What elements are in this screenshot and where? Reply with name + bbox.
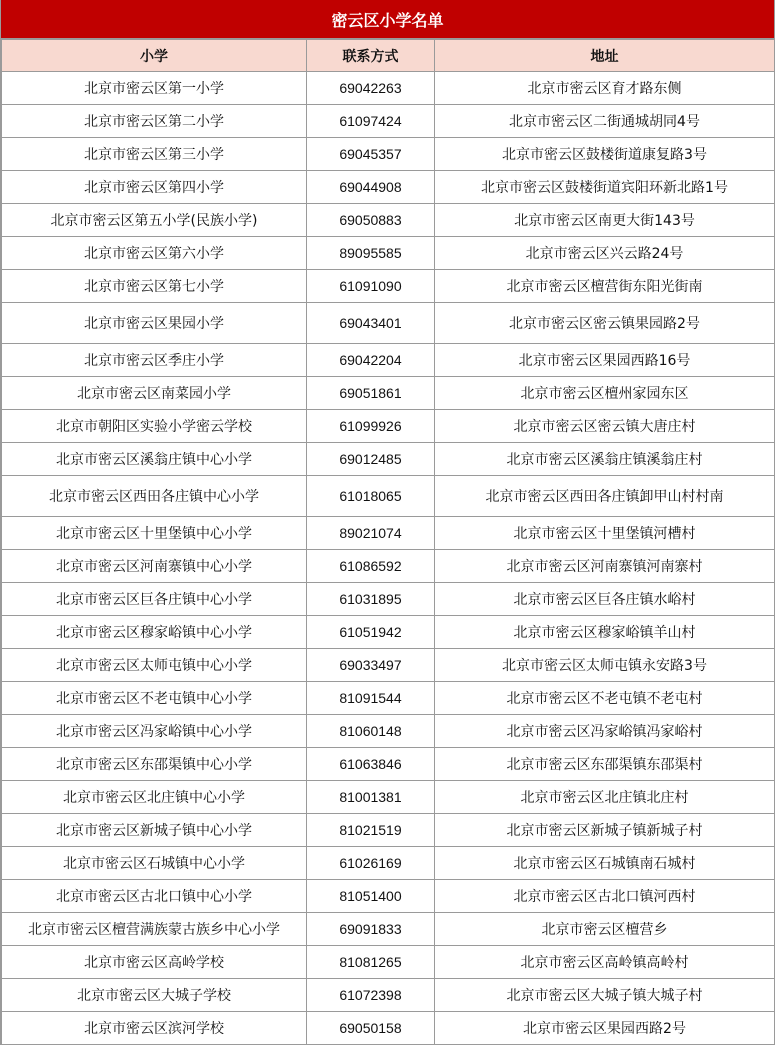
school-name-cell: 北京市密云区第六小学 xyxy=(2,237,307,270)
phone-cell: 89021074 xyxy=(307,517,435,550)
phone-cell: 69044908 xyxy=(307,171,435,204)
phone-cell: 81091544 xyxy=(307,682,435,715)
table-row xyxy=(2,237,775,270)
address-cell: 北京市密云区十里堡镇河槽村 xyxy=(435,517,775,550)
address-cell: 北京市密云区檀州家园东区 xyxy=(435,377,775,410)
table-row xyxy=(2,550,775,583)
table-row xyxy=(2,682,775,715)
school-name-cell: 北京市密云区高岭学校 xyxy=(2,946,307,979)
school-name-cell: 北京市密云区果园小学 xyxy=(2,303,307,344)
school-name-cell: 北京市密云区第五小学(民族小学) xyxy=(2,204,307,237)
address-cell: 北京市密云区密云镇大唐庄村 xyxy=(435,410,775,443)
phone-cell: 61099926 xyxy=(307,410,435,443)
address-cell: 北京市密云区南更大街143号 xyxy=(435,204,775,237)
phone-cell: 69050158 xyxy=(307,1012,435,1045)
table-row xyxy=(2,204,775,237)
address-cell: 北京市密云区太师屯镇永安路3号 xyxy=(435,649,775,682)
address-cell: 北京市密云区溪翁庄镇溪翁庄村 xyxy=(435,443,775,476)
phone-cell: 81060148 xyxy=(307,715,435,748)
school-name-cell: 北京市密云区不老屯镇中心小学 xyxy=(2,682,307,715)
phone-cell: 69012485 xyxy=(307,443,435,476)
phone-cell: 61026169 xyxy=(307,847,435,880)
school-name-cell: 北京市密云区古北口镇中心小学 xyxy=(2,880,307,913)
phone-cell: 81051400 xyxy=(307,880,435,913)
table-row xyxy=(2,171,775,204)
table-row xyxy=(2,583,775,616)
address-cell: 北京市密云区密云镇果园路2号 xyxy=(435,303,775,344)
table-row xyxy=(2,616,775,649)
phone-cell: 69045357 xyxy=(307,138,435,171)
table-row xyxy=(2,814,775,847)
phone-cell: 61018065 xyxy=(307,476,435,517)
school-name-cell: 北京市密云区第七小学 xyxy=(2,270,307,303)
school-name-cell: 北京市密云区第四小学 xyxy=(2,171,307,204)
phone-cell: 89095585 xyxy=(307,237,435,270)
school-name-cell: 北京市密云区石城镇中心小学 xyxy=(2,847,307,880)
table-row xyxy=(2,344,775,377)
address-cell: 北京市密云区大城子镇大城子村 xyxy=(435,979,775,1012)
table-row xyxy=(2,377,775,410)
school-name-cell: 北京市密云区溪翁庄镇中心小学 xyxy=(2,443,307,476)
table-row xyxy=(2,1012,775,1045)
table-row xyxy=(2,649,775,682)
table-row xyxy=(2,913,775,946)
table-row xyxy=(2,138,775,171)
table-row xyxy=(2,105,775,138)
table-row xyxy=(2,443,775,476)
address-cell: 北京市密云区穆家峪镇羊山村 xyxy=(435,616,775,649)
school-name-cell: 北京市密云区季庄小学 xyxy=(2,344,307,377)
phone-cell: 69051861 xyxy=(307,377,435,410)
phone-cell: 61086592 xyxy=(307,550,435,583)
phone-cell: 69050883 xyxy=(307,204,435,237)
table-row xyxy=(2,979,775,1012)
school-name-cell: 北京市密云区北庄镇中心小学 xyxy=(2,781,307,814)
school-name-cell: 北京市密云区太师屯镇中心小学 xyxy=(2,649,307,682)
phone-cell: 69091833 xyxy=(307,913,435,946)
phone-cell: 69043401 xyxy=(307,303,435,344)
phone-cell: 81021519 xyxy=(307,814,435,847)
address-cell: 北京市密云区新城子镇新城子村 xyxy=(435,814,775,847)
address-cell: 北京市密云区鼓楼街道康复路3号 xyxy=(435,138,775,171)
school-name-cell: 北京市密云区滨河学校 xyxy=(2,1012,307,1045)
table-row xyxy=(2,748,775,781)
school-name-cell: 北京市密云区南菜园小学 xyxy=(2,377,307,410)
school-name-cell: 北京市密云区十里堡镇中心小学 xyxy=(2,517,307,550)
column-header-address: 地址 xyxy=(435,40,775,72)
address-cell: 北京市密云区二街通城胡同4号 xyxy=(435,105,775,138)
address-cell: 北京市密云区西田各庄镇卸甲山村村南 xyxy=(435,476,775,517)
table-row xyxy=(2,270,775,303)
sheet-title: 密云区小学名单 xyxy=(1,0,774,39)
school-name-cell: 北京市密云区第三小学 xyxy=(2,138,307,171)
school-name-cell: 北京市密云区穆家峪镇中心小学 xyxy=(2,616,307,649)
school-name-cell: 北京市密云区东邵渠镇中心小学 xyxy=(2,748,307,781)
school-name-cell: 北京市密云区檀营满族蒙古族乡中心小学 xyxy=(2,913,307,946)
table-row xyxy=(2,72,775,105)
address-cell: 北京市密云区冯家峪镇冯家峪村 xyxy=(435,715,775,748)
phone-cell: 69033497 xyxy=(307,649,435,682)
school-name-cell: 北京市密云区冯家峪镇中心小学 xyxy=(2,715,307,748)
school-name-cell: 北京市密云区新城子镇中心小学 xyxy=(2,814,307,847)
address-cell: 北京市密云区育才路东侧 xyxy=(435,72,775,105)
table-row xyxy=(2,517,775,550)
phone-cell: 61051942 xyxy=(307,616,435,649)
table-row xyxy=(2,880,775,913)
phone-cell: 61031895 xyxy=(307,583,435,616)
address-cell: 北京市密云区果园西路2号 xyxy=(435,1012,775,1045)
address-cell: 北京市密云区巨各庄镇水峪村 xyxy=(435,583,775,616)
table-row xyxy=(2,476,775,517)
address-cell: 北京市密云区不老屯镇不老屯村 xyxy=(435,682,775,715)
school-table xyxy=(1,39,775,1045)
header-row xyxy=(2,40,775,72)
address-cell: 北京市密云区石城镇南石城村 xyxy=(435,847,775,880)
table-row xyxy=(2,847,775,880)
phone-cell: 69042204 xyxy=(307,344,435,377)
phone-cell: 81081265 xyxy=(307,946,435,979)
address-cell: 北京市密云区兴云路24号 xyxy=(435,237,775,270)
table-row xyxy=(2,946,775,979)
school-name-cell: 北京市密云区巨各庄镇中心小学 xyxy=(2,583,307,616)
address-cell: 北京市密云区东邵渠镇东邵渠村 xyxy=(435,748,775,781)
address-cell: 北京市密云区河南寨镇河南寨村 xyxy=(435,550,775,583)
address-cell: 北京市密云区果园西路16号 xyxy=(435,344,775,377)
school-name-cell: 北京市密云区西田各庄镇中心小学 xyxy=(2,476,307,517)
column-header-school: 小学 xyxy=(2,40,307,72)
address-cell: 北京市密云区檀营乡 xyxy=(435,913,775,946)
phone-cell: 61072398 xyxy=(307,979,435,1012)
school-name-cell: 北京市朝阳区实验小学密云学校 xyxy=(2,410,307,443)
phone-cell: 69042263 xyxy=(307,72,435,105)
table-row xyxy=(2,410,775,443)
table-row xyxy=(2,715,775,748)
address-cell: 北京市密云区古北口镇河西村 xyxy=(435,880,775,913)
school-name-cell: 北京市密云区第二小学 xyxy=(2,105,307,138)
phone-cell: 61091090 xyxy=(307,270,435,303)
address-cell: 北京市密云区鼓楼街道宾阳环新北路1号 xyxy=(435,171,775,204)
column-header-contact: 联系方式 xyxy=(307,40,435,72)
phone-cell: 61097424 xyxy=(307,105,435,138)
address-cell: 北京市密云区高岭镇高岭村 xyxy=(435,946,775,979)
school-name-cell: 北京市密云区大城子学校 xyxy=(2,979,307,1012)
phone-cell: 81001381 xyxy=(307,781,435,814)
school-name-cell: 北京市密云区第一小学 xyxy=(2,72,307,105)
table-body xyxy=(2,72,775,1045)
school-name-cell: 北京市密云区河南寨镇中心小学 xyxy=(2,550,307,583)
table-row xyxy=(2,781,775,814)
phone-cell: 61063846 xyxy=(307,748,435,781)
table-row xyxy=(2,303,775,344)
address-cell: 北京市密云区北庄镇北庄村 xyxy=(435,781,775,814)
address-cell: 北京市密云区檀营街东阳光街南 xyxy=(435,270,775,303)
